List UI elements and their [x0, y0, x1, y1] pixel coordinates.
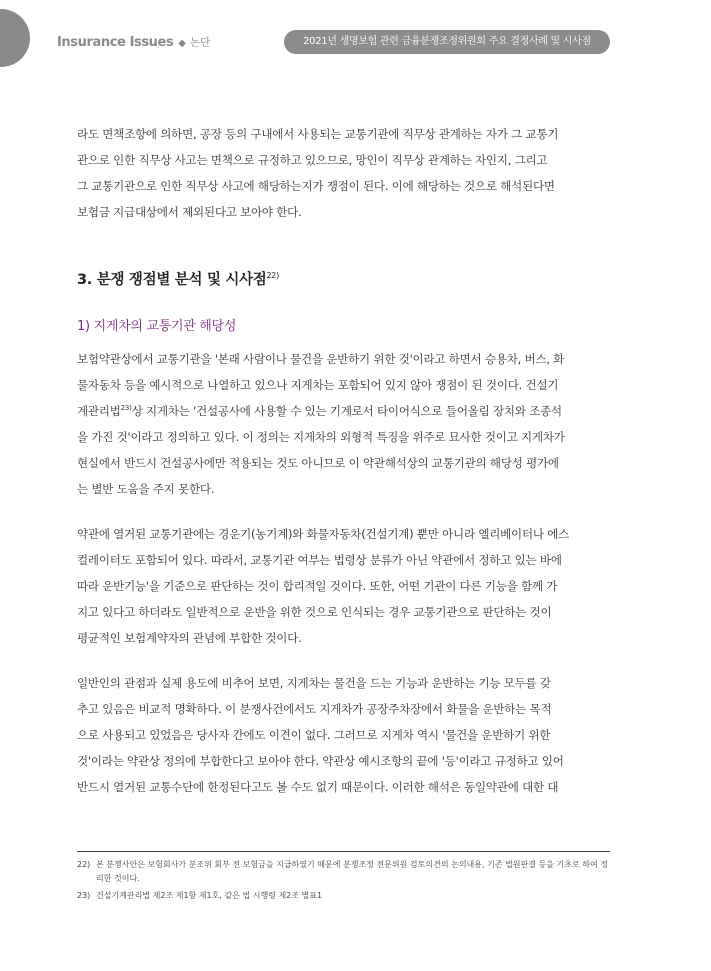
text-run: 상 지게차는 '건설공사에 사용할 수 있는 기계로서 타이어식으로 들어올림 장치와 조종석	[131, 404, 562, 418]
section-heading-text: 3. 분쟁 쟁점별 분석 및 시사점	[77, 272, 267, 288]
footnote-number: 23)	[77, 891, 91, 900]
section-heading	[77, 268, 279, 289]
footnote-text: 본 분쟁사안은 보험회사가 분조위 회부 전 보험금을 지급하였기 때문에 분쟁조정 전문위원 검토의견의 논의내용, 기존 법원판결 등을 기초로 하여 정리한 것이다.	[96, 860, 608, 883]
paragraph-line: 컬레이터도 포함되어 있다. 따라서, 교통기관 여부는 법령상 분류가 아닌 약관에서 정하고 있는 바에	[77, 553, 562, 567]
brand-name: Insurance Issues	[57, 35, 174, 50]
paragraph-line: 따라 운반기능'을 기준으로 판단하는 것이 합리적일 것이다. 또한, 어떤 기관이 다른 기능을 함께 가	[77, 579, 558, 593]
intro-line: 라도 면책조항에 의하면, 공장 등의 구내에서 사용되는 교통기관에 직무상 관계하는 자가 그 교통기	[77, 127, 559, 141]
journal-brand	[57, 34, 210, 50]
footnote-22	[77, 858, 610, 886]
paragraph-line: 보험약관상에서 교통기관을 '본래 사람이나 물건을 운반하기 위한 것'이라고 하면서 승용차, 버스, 화	[77, 352, 565, 366]
paragraph-line: 평균적인 보험계약자의 관념에 부합한 것이다.	[77, 631, 302, 645]
footnote-ref-22: 22)	[266, 271, 279, 281]
paragraph-line: 물자동차 등을 예시적으로 나열하고 있으나 지게차는 포함되어 있지 않아 쟁점이 된 것이다. 건설기	[77, 378, 559, 392]
footnote-ref-23: 23)	[120, 404, 132, 413]
paragraph-1	[77, 346, 610, 502]
paragraph-line: 으로 사용되고 있었음은 당사자 간에도 이견이 없다. 그러므로 지게차 역시 '물건을 운반하기 위한	[77, 728, 551, 742]
footnote-number: 22)	[77, 860, 91, 869]
diamond-icon: ◆	[178, 38, 186, 49]
running-title-pill	[284, 30, 610, 54]
paragraph-line: 지고 있다고 하더라도 일반적으로 운반을 위한 것으로 인식되는 경우 교통기관으로 판단하는 것이	[77, 605, 552, 619]
paragraph-line: 일반인의 관점과 실제 용도에 비추어 보면, 지게차는 물건을 드는 기능과 운반하는 기능 모두를 갖	[77, 676, 551, 690]
paragraph-line: 것'이라는 약관상 정의에 부합한다고 보아야 한다. 약관상 예시조항의 끝에 '등'이라고 규정하고 있어	[77, 754, 564, 768]
footnote-text: 건설기계관리법 제2조 제1항 제1호, 같은 법 시행령 제2조 별표1	[96, 891, 323, 900]
paragraph-line	[77, 398, 610, 424]
footnote-divider	[77, 851, 610, 852]
footnote-23	[77, 889, 610, 903]
intro-line: 보험금 지급대상에서 제외된다고 보아야 한다.	[77, 205, 302, 219]
paragraph-3	[77, 670, 610, 800]
paragraph-line: 현실에서 반드시 건설공사에만 적용되는 것도 아니므로 이 약관해석상의 교통기관의 해당성 평가에	[77, 456, 559, 470]
subsection-heading: 1) 지게차의 교통기관 해당성	[77, 319, 237, 334]
text-run: 계관리법	[77, 404, 121, 418]
paragraph-line: 약관에 열거된 교통기관에는 경운기(농기계)와 화물자동차(건설기계) 뿐만 아니라 엘리베이터나 에스	[77, 527, 570, 541]
section-category: 논단	[189, 36, 211, 49]
running-title: 2021년 생명보험 관련 금융분쟁조정위원회 주요 결정사례 및 시사점	[303, 36, 591, 47]
paragraph-line: 반드시 열거된 교통수단에 한정된다고도 볼 수도 없기 때문이다. 이러한 해석은 동일약관에 대한 대	[77, 780, 559, 794]
paragraph-2	[77, 521, 610, 651]
intro-paragraph	[77, 121, 610, 225]
paragraph-line: 추고 있음은 비교적 명확하다. 이 분쟁사건에서도 지게차가 공장주차장에서 화물을 운반하는 목적	[77, 702, 552, 716]
footnotes	[77, 858, 610, 906]
paragraph-line: 을 가진 것'이라고 정의하고 있다. 이 정의는 지게차의 외형적 특징을 위주로 묘사한 것이고 지게차가	[77, 430, 565, 444]
intro-line: 그 교통기관으로 인한 직무상 사고에 해당하는지가 쟁점이 된다. 이에 해당하는 것으로 해석된다면	[77, 179, 555, 193]
intro-line: 관으로 인한 직무상 사고는 면책으로 규정하고 있으므로, 망인이 직무상 관계하는 자인지, 그리고	[77, 153, 548, 167]
paragraph-line: 는 별반 도움을 주지 못한다.	[77, 482, 215, 496]
running-header	[0, 0, 711, 60]
